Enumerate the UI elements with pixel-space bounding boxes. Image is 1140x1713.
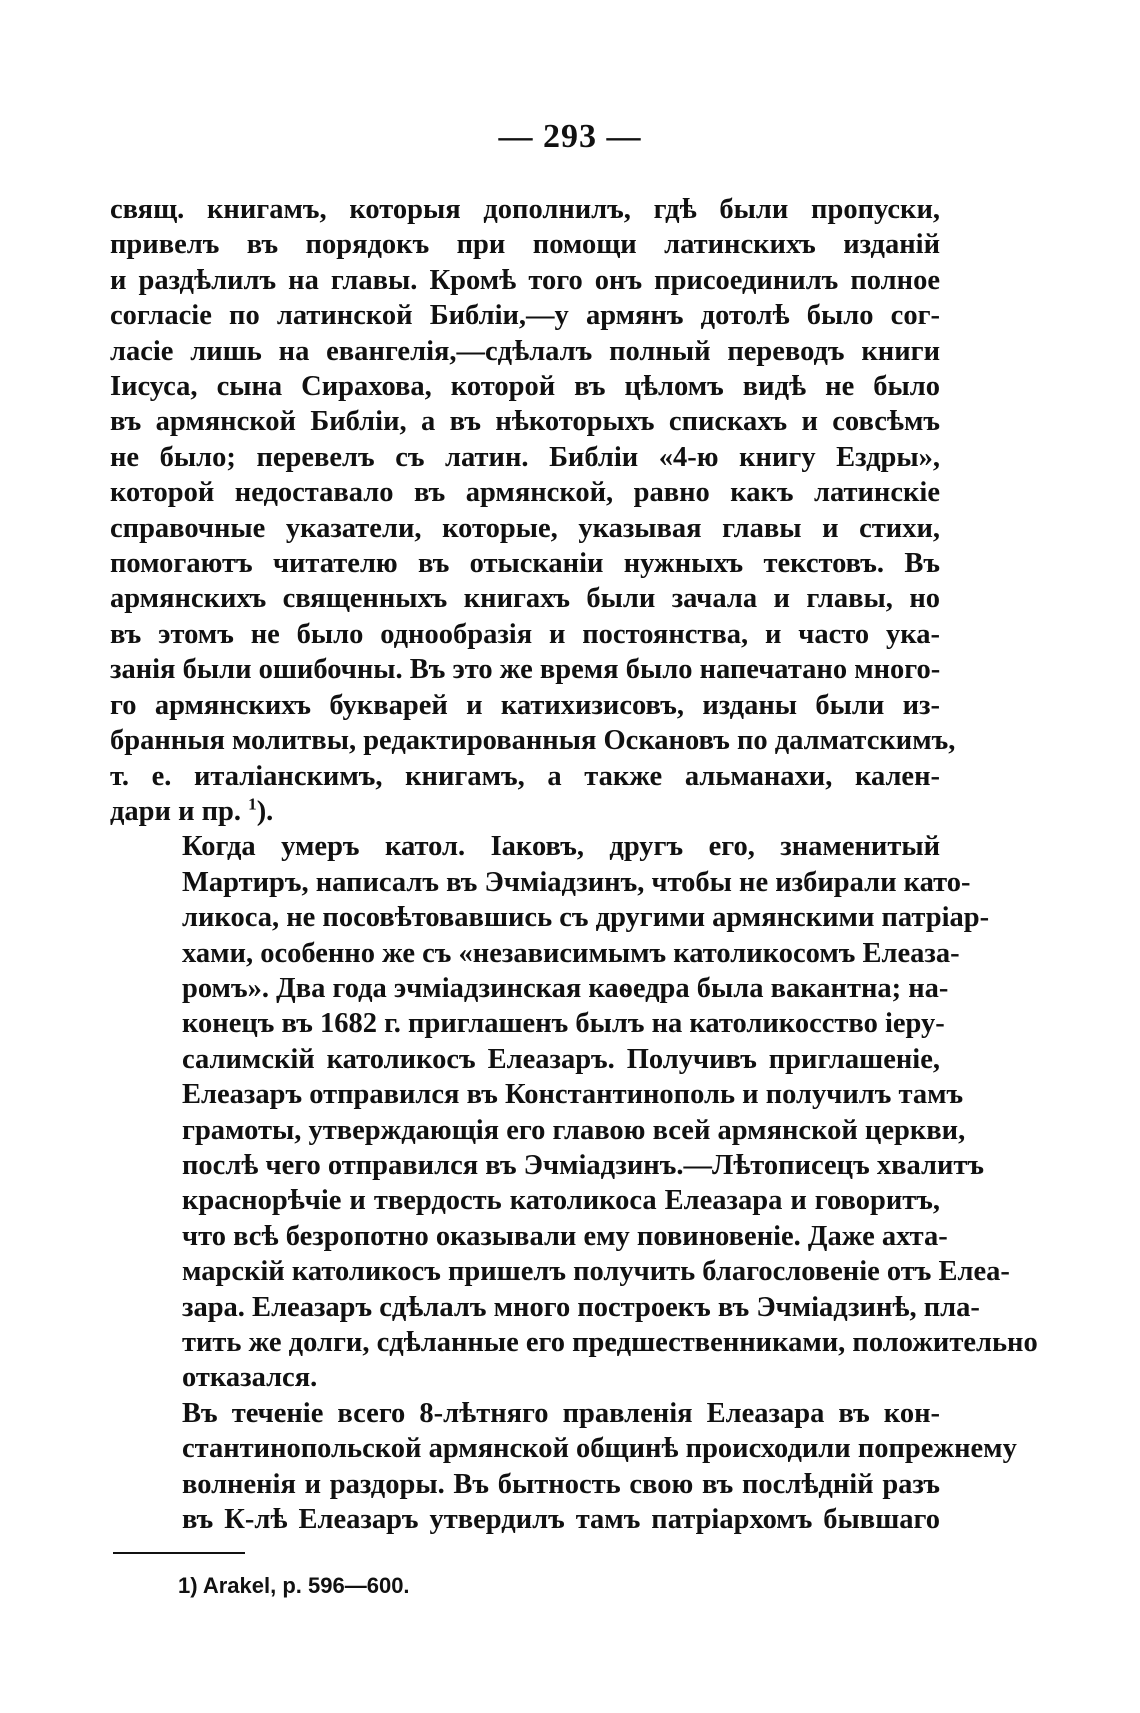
- text-line: согласіе по латинской Библіи,—у армянъ дотолѣ было сог-: [110, 300, 940, 332]
- text-line: Іисуса, сына Сирахова, которой въ цѣломъ видѣ не было: [110, 371, 940, 403]
- text-line: привелъ въ порядокъ при помощи латинскихъ изданій: [110, 229, 940, 261]
- text-line: въ этомъ не было однообразія и постоянства, и часто ука-: [110, 618, 940, 650]
- text-line: т. е. италіанскимъ, книгамъ, а также альманахи, кален-: [110, 760, 940, 792]
- text-line: которой недоставало въ армянской, равно какъ латинскіе: [110, 477, 940, 509]
- footnote-marker: 1): [178, 1573, 198, 1598]
- text-line: салимскій католикосъ Елеазаръ. Получивъ приглашеніе,: [182, 1043, 940, 1075]
- text-line: въ армянской Библіи, а въ нѣкоторыхъ спискахъ и совсѣмъ: [110, 406, 940, 438]
- paragraph-3: [110, 1396, 1017, 1538]
- text-line: конецъ въ 1682 г. приглашенъ былъ на католикосство іеру-: [182, 1008, 945, 1040]
- text-line: занія были ошибочны. Въ это же время было напечатано много-: [110, 654, 941, 686]
- footnote-separator: [113, 1552, 245, 1554]
- text-line: волненія и раздоры. Въ бытность свою въ послѣдній разъ: [182, 1468, 940, 1500]
- paragraph-1: [110, 192, 956, 829]
- text-line: го армянскихъ букварей и катихизисовъ, изданы были из-: [110, 689, 940, 721]
- text-line-content: дари и пр.: [110, 795, 242, 827]
- footnote-reference[interactable]: 1: [248, 794, 257, 814]
- text-line: Елеазаръ отправился въ Константинополь и получилъ тамъ: [182, 1079, 964, 1111]
- text-line: Въ теченіе всего 8-лѣтняго правленія Елеазара въ кон-: [182, 1397, 940, 1429]
- text-line: хами, особенно же съ «независимымъ католикосомъ Елеаза-: [182, 937, 960, 969]
- page-number: — 293 —: [498, 118, 642, 155]
- text-line: помогаютъ читателю въ отысканіи нужныхъ текстовъ. Въ: [110, 548, 940, 580]
- text-line: бранныя молитвы, редактированныя Оскановъ по далматскимъ,: [110, 725, 956, 757]
- text-line: Когда умеръ катол. Іаковъ, другъ его, знаменитый: [182, 831, 940, 863]
- footnote-text: Arakel, p. 596—600.: [202, 1573, 410, 1598]
- text-line: и раздѣлилъ на главы. Кромѣ того онъ присоединилъ полное: [110, 264, 940, 296]
- text-line: стантинопольской армянской общинѣ происходили попрежнему: [182, 1433, 1017, 1465]
- text-line: грамоты, утверждающія его главою всей армянской церкви,: [182, 1114, 966, 1146]
- text-line: свящ. книгамъ, которыя дополнилъ, гдѣ были пропуски,: [110, 194, 940, 225]
- text-line: краснорѣчіе и твердость католикоса Елеазара и говоритъ,: [182, 1185, 940, 1217]
- text-line: не было; перевелъ съ латин. Библіи «4-ю книгу Ездры»,: [110, 441, 940, 473]
- paragraph-2: [110, 829, 1038, 1396]
- text-line: зара. Елеазаръ сдѣлалъ много построекъ въ Эчміадзинѣ, пла-: [182, 1291, 980, 1323]
- text-line: ласіе лишь на евангелія,—сдѣлалъ полный переводъ книги: [110, 335, 940, 367]
- text-line: ромъ». Два года эчміадзинская каѳедра была вакантна; на-: [182, 972, 949, 1004]
- body-text: [110, 192, 1038, 1537]
- text-line: послѣ чего отправился въ Эчміадзинъ.—Лѣтописецъ хвалитъ: [182, 1149, 984, 1181]
- text-line: ликоса, не посовѣтовавшись съ другими армянскими патріар-: [182, 902, 990, 934]
- text-line: отказался.: [182, 1362, 318, 1394]
- text-line: марскій католикосъ пришелъ получить благословеніе отъ Елеа-: [182, 1256, 1010, 1288]
- text-line: въ К-лѣ Елеазаръ утвердилъ тамъ патріархомъ бывшаго: [182, 1504, 940, 1536]
- text-line: справочные указатели, которые, указывая главы и стихи,: [110, 512, 940, 544]
- text-line: Мартиръ, написалъ въ Эчміадзинъ, чтобы не избирали като-: [182, 866, 971, 898]
- text-line: что всѣ безропотно оказывали ему повиновеніе. Даже ахта-: [182, 1220, 948, 1252]
- text-line: тить же долги, сдѣланные его предшественниками, положительно: [182, 1327, 1038, 1358]
- text-line: дари и пр. $^1$).: [110, 794, 274, 827]
- footnote: [178, 1573, 410, 1599]
- text-line: армянскихъ священныхъ книгахъ были зачала и главы, но: [110, 583, 940, 615]
